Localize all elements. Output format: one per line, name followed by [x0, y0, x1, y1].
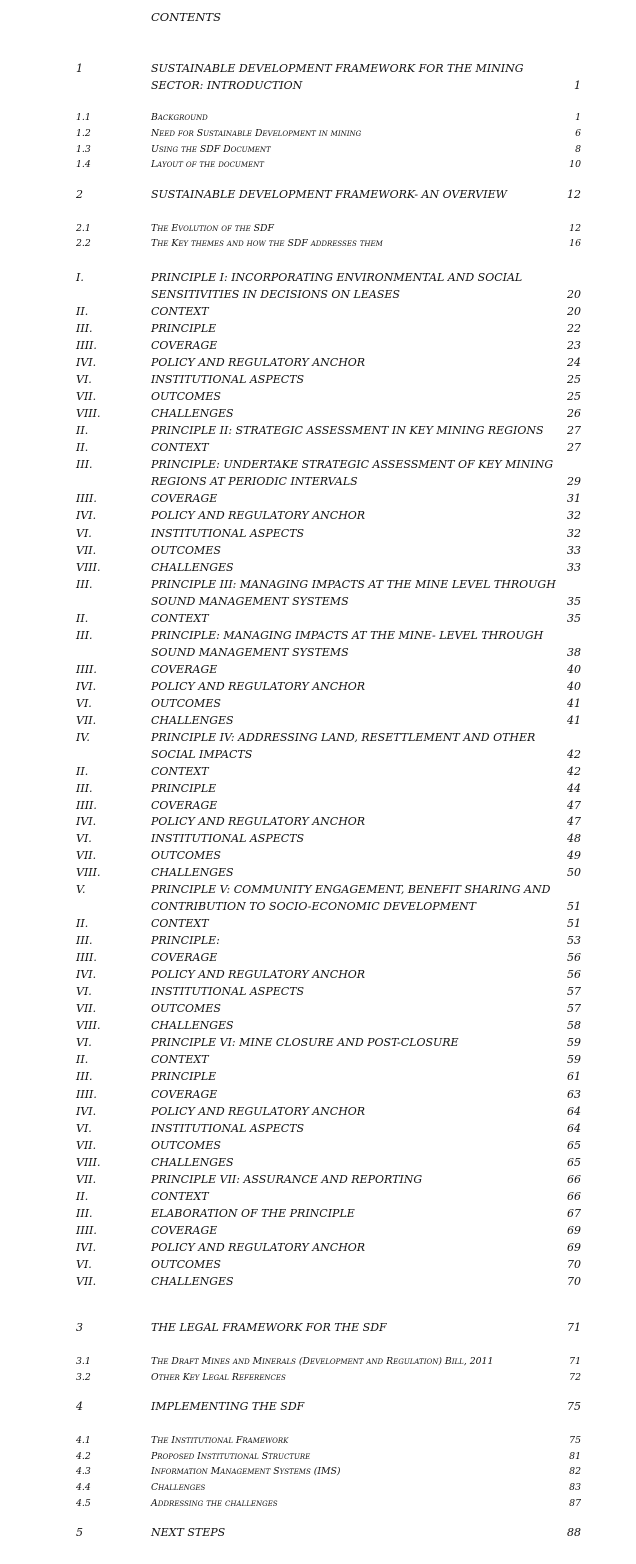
toc-entry-title-line: POLICY AND REGULATORY ANCHOR: [151, 356, 366, 369]
toc-entry-title: [151, 1017, 559, 1034]
toc-entry-title: [151, 1000, 559, 1017]
toc-entry-page-number: 23: [567, 339, 581, 352]
toc-entry-title-line: PRINCIPLE: MANAGING IMPACTS AT THE MINE- LEVEL THROUGH: [151, 629, 544, 642]
toc-entry-page-number: 87: [569, 1498, 581, 1509]
toc-entry-number: VII.: [76, 849, 97, 862]
toc-entry-number: III.: [76, 578, 93, 591]
toc-entry-page-number: 65: [567, 1139, 581, 1152]
toc-entry-number: 4.5: [76, 1498, 91, 1509]
toc-entry-page-number: 41: [567, 714, 581, 727]
toc-entry-number: IVI.: [76, 968, 97, 981]
toc-entry-title: [151, 1319, 559, 1336]
toc-entry-title-line: Need for Sustainable Development in mining: [151, 128, 362, 139]
toc-entry-number: VII.: [76, 1002, 97, 1015]
toc-entry-number: I.: [76, 271, 84, 284]
toc-entry-title-line: SOUND MANAGEMENT SYSTEMS: [151, 646, 349, 659]
toc-entry-title: [151, 1398, 559, 1415]
toc-entry-title: [151, 1188, 559, 1205]
toc-entry-number: VI.: [76, 527, 92, 540]
toc-entry-number: VI.: [76, 697, 92, 710]
toc-entry-title: [151, 422, 559, 439]
toc-entry-page-number: 53: [567, 934, 581, 947]
toc-entry-number: III.: [76, 934, 93, 947]
toc-entry-page-number: 59: [567, 1053, 581, 1066]
toc-entry-page-number: 16: [569, 238, 581, 249]
toc-entry-number: IIII.: [76, 951, 97, 964]
toc-entry-title: [151, 983, 559, 1000]
toc-entry-page-number: 35: [567, 612, 581, 625]
toc-entry-page-number: 10: [569, 159, 581, 170]
toc-entry-title: [151, 881, 559, 915]
toc-entry-title-line: CONTEXT: [151, 1190, 209, 1203]
toc-entry-number: 1.3: [76, 144, 91, 155]
toc-entry-number: VIII.: [76, 407, 101, 420]
toc-entry-page-number: 70: [567, 1258, 581, 1271]
toc-entry-page-number: 20: [567, 305, 581, 318]
toc-entry-title-line: COVERAGE: [151, 1088, 218, 1101]
toc-entry-page-number: 69: [567, 1224, 581, 1237]
toc-entry-page-number: 64: [567, 1122, 581, 1135]
toc-entry-number: VIII.: [76, 1156, 101, 1169]
toc-entry-page-number: 83: [569, 1482, 581, 1493]
toc-entry-title: [151, 157, 559, 173]
toc-entry-page-number: 58: [567, 1019, 581, 1032]
toc-entry-title: [151, 507, 559, 524]
toc-entry-page-number: 44: [567, 782, 581, 795]
toc-entry-title-line: INSTITUTIONAL ASPECTS: [151, 373, 305, 386]
toc-entry-page-number: 35: [567, 595, 581, 608]
toc-entry-number: VIII.: [76, 1019, 101, 1032]
toc-entry-page-number: 12: [567, 188, 581, 201]
toc-entry-page-number: 82: [569, 1466, 581, 1477]
toc-entry-title: [151, 627, 559, 661]
toc-entry-number: 3.2: [76, 1372, 91, 1383]
toc-entry-page-number: 75: [569, 1435, 581, 1446]
toc-entry-title: [151, 269, 559, 303]
toc-entry-page-number: 81: [569, 1451, 581, 1462]
toc-entry-number: III.: [76, 1070, 93, 1083]
toc-entry-title-line: POLICY AND REGULATORY ANCHOR: [151, 1241, 366, 1254]
toc-entry-title-line: PRINCIPLE: [151, 322, 217, 335]
toc-entry-page-number: 40: [567, 663, 581, 676]
toc-entry-page-number: 41: [567, 697, 581, 710]
toc-entry-title: [151, 542, 559, 559]
toc-entry-number: IVI.: [76, 815, 97, 828]
toc-entry-title: [151, 1239, 559, 1256]
toc-entry-title-line: PRINCIPLE: [151, 782, 217, 795]
toc-entry-title-line: The Key themes and how the SDF addresses them: [151, 238, 383, 249]
toc-entry-page-number: 67: [567, 1207, 581, 1220]
toc-entry-number: II.: [76, 305, 89, 318]
toc-entry-title: [151, 236, 559, 252]
toc-entry-number: II.: [76, 917, 89, 930]
toc-entry-number: 1.2: [76, 128, 91, 139]
toc-entry-title: [151, 126, 559, 142]
toc-entry-title: [151, 797, 559, 814]
toc-entry-page-number: 38: [567, 646, 581, 659]
toc-entry-title: [151, 142, 559, 158]
toc-entry-number: VI.: [76, 1258, 92, 1271]
toc-entry-number: IIII.: [76, 663, 97, 676]
toc-entry-title-line: The Evolution of the SDF: [151, 223, 274, 234]
toc-entry-title-line: CONTEXT: [151, 1053, 209, 1066]
toc-entry-title-line: SUSTAINABLE DEVELOPMENT FRAMEWORK- AN OVERVIEW: [151, 188, 507, 201]
toc-entry-number: 3.1: [76, 1356, 91, 1367]
toc-entry-number: IVI.: [76, 680, 97, 693]
toc-entry-title-line: POLICY AND REGULATORY ANCHOR: [151, 1105, 366, 1118]
toc-entry-title-line: REGIONS AT PERIODIC INTERVALS: [151, 475, 358, 488]
toc-entry-title: [151, 439, 559, 456]
toc-entry-title-line: Addressing the challenges: [151, 1498, 278, 1509]
toc-entry-title: [151, 915, 559, 932]
toc-entry-title: [151, 1171, 559, 1188]
toc-entry-page-number: 26: [567, 407, 581, 420]
toc-entry-title: [151, 320, 559, 337]
toc-entry-title: [151, 695, 559, 712]
toc-entry-title: [151, 1154, 559, 1171]
toc-entry-title: [151, 1433, 559, 1449]
toc-entry-page-number: 27: [567, 424, 581, 437]
toc-entry-title-line: CHALLENGES: [151, 1019, 234, 1032]
toc-entry-page-number: 64: [567, 1105, 581, 1118]
toc-entry-title-line: SOCIAL IMPACTS: [151, 748, 253, 761]
toc-entry-title: [151, 678, 559, 695]
toc-entry-title-line: COVERAGE: [151, 1224, 218, 1237]
toc-entry-page-number: 49: [567, 849, 581, 862]
toc-entry-title: [151, 661, 559, 678]
toc-entry-title-line: SENSITIVITIES IN DECISIONS ON LEASES: [151, 288, 400, 301]
toc-entry-title-line: THE LEGAL FRAMEWORK FOR THE SDF: [151, 1321, 387, 1334]
toc-entry-title: [151, 932, 559, 949]
toc-entry-title: [151, 1034, 559, 1051]
toc-entry-page-number: 66: [567, 1190, 581, 1203]
toc-entry-title: [151, 1256, 559, 1273]
toc-entry-title: [151, 1120, 559, 1137]
toc-entry-number: IV.: [76, 731, 90, 744]
toc-entry-title: [151, 60, 559, 94]
toc-entry-page-number: 42: [567, 765, 581, 778]
toc-entry-title-line: COVERAGE: [151, 663, 218, 676]
toc-entry-title: [151, 221, 559, 237]
toc-entry-number: VI.: [76, 373, 92, 386]
toc-entry-page-number: 24: [567, 356, 581, 369]
toc-entry-number: 2.2: [76, 238, 91, 249]
toc-entry-title-line: Other Key Legal References: [151, 1372, 286, 1383]
toc-entry-title: [151, 576, 559, 610]
toc-entry-page-number: 70: [567, 1275, 581, 1288]
toc-entry-title: [151, 780, 559, 797]
toc-entry-page-number: 40: [567, 680, 581, 693]
toc-entry-title-line: PRINCIPLE IV: ADDRESSING LAND, RESETTLEMENT AND OTHER: [151, 731, 536, 744]
toc-entry-title-line: OUTCOMES: [151, 390, 221, 403]
toc-entry-number: 5: [76, 1526, 83, 1539]
toc-entry-title-line: CHALLENGES: [151, 407, 234, 420]
toc-entry-page-number: 25: [567, 390, 581, 403]
toc-entry-title: [151, 712, 559, 729]
toc-entry-number: VII.: [76, 544, 97, 557]
toc-entry-title-line: OUTCOMES: [151, 697, 221, 710]
toc-entry-title-line: PRINCIPLE V: COMMUNITY ENGAGEMENT, BENEFIT SHARING AND: [151, 883, 551, 896]
toc-entry-title-line: OUTCOMES: [151, 1258, 221, 1271]
toc-entry-number: 4: [76, 1400, 83, 1413]
toc-entry-title: [151, 1273, 559, 1290]
toc-entry-number: III.: [76, 1207, 93, 1220]
toc-entry-title: [151, 1496, 559, 1512]
toc-entry-page-number: 1: [574, 79, 581, 92]
toc-entry-number: IVI.: [76, 509, 97, 522]
toc-entry-number: 4.4: [76, 1482, 91, 1493]
toc-entry-page-number: 31: [567, 492, 581, 505]
toc-entry-number: 1.1: [76, 112, 91, 123]
toc-entry-page-number: 66: [567, 1173, 581, 1186]
toc-entry-title-line: PRINCIPLE VII: ASSURANCE AND REPORTING: [151, 1173, 423, 1186]
toc-entry-page-number: 6: [575, 128, 581, 139]
toc-entry-title: [151, 813, 559, 830]
toc-entry-title: [151, 456, 559, 490]
toc-entry-title-line: Background: [151, 112, 208, 123]
toc-entry-page-number: 63: [567, 1088, 581, 1101]
toc-entry-title-line: CONTEXT: [151, 612, 209, 625]
toc-entry-number: IVI.: [76, 356, 97, 369]
toc-entry-title-line: CONTEXT: [151, 917, 209, 930]
toc-entry-number: 4.2: [76, 1451, 91, 1462]
toc-entry-number: 2: [76, 188, 83, 201]
toc-entry-title-line: IMPLEMENTING THE SDF: [151, 1400, 305, 1413]
toc-entry-number: 3: [76, 1321, 83, 1334]
toc-entry-page-number: 56: [567, 951, 581, 964]
toc-entry-title: [151, 559, 559, 576]
toc-entry-title: [151, 1103, 559, 1120]
toc-entry-title: [151, 729, 559, 763]
toc-entry-page-number: 32: [567, 527, 581, 540]
toc-entry-number: VII.: [76, 1275, 97, 1288]
toc-entry-title: [151, 354, 559, 371]
toc-entry-title-line: PRINCIPLE II: STRATEGIC ASSESSMENT IN KEY MINING REGIONS: [151, 424, 544, 437]
toc-entry-number: 4.1: [76, 1435, 91, 1446]
toc-entry-page-number: 71: [569, 1356, 581, 1367]
toc-entry-title-line: INSTITUTIONAL ASPECTS: [151, 527, 305, 540]
toc-entry-number: IIII.: [76, 1088, 97, 1101]
toc-entry-number: II.: [76, 765, 89, 778]
toc-entry-title-line: Proposed Institutional Structure: [151, 1451, 311, 1462]
toc-entry-title: [151, 610, 559, 627]
toc-entry-title: [151, 371, 559, 388]
toc-entry-page-number: 88: [567, 1526, 581, 1539]
toc-entry-title-line: COVERAGE: [151, 951, 218, 964]
toc-entry-title: [151, 388, 559, 405]
toc-entry-title-line: Layout of the document: [151, 159, 264, 170]
toc-entry-title: [151, 1205, 559, 1222]
toc-entry-number: III.: [76, 458, 93, 471]
toc-entry-title-line: NEXT STEPS: [151, 1526, 226, 1539]
toc-entry-title-line: CONTEXT: [151, 765, 209, 778]
toc-entry-page-number: 8: [575, 144, 581, 155]
toc-entry-title-line: PRINCIPLE I: INCORPORATING ENVIRONMENTAL AND SOCIAL: [151, 271, 523, 284]
toc-entry-page-number: 69: [567, 1241, 581, 1254]
toc-entry-page-number: 57: [567, 985, 581, 998]
toc-entry-page-number: 33: [567, 561, 581, 574]
toc-entry-title: [151, 830, 559, 847]
toc-entry-page-number: 50: [567, 866, 581, 879]
toc-entry-title-line: INSTITUTIONAL ASPECTS: [151, 832, 305, 845]
toc-entry-number: II.: [76, 1053, 89, 1066]
toc-entry-title: [151, 1051, 559, 1068]
toc-entry-number: II.: [76, 1190, 89, 1203]
toc-entry-title-line: POLICY AND REGULATORY ANCHOR: [151, 509, 366, 522]
toc-entry-title: [151, 1222, 559, 1239]
toc-entry-number: VI.: [76, 985, 92, 998]
toc-entry-title-line: INSTITUTIONAL ASPECTS: [151, 1122, 305, 1135]
toc-entry-number: 4.3: [76, 1466, 91, 1477]
toc-entry-number: II.: [76, 612, 89, 625]
toc-entry-title: [151, 949, 559, 966]
toc-entry-number: IIII.: [76, 339, 97, 352]
toc-entry-title-line: CONTRIBUTION TO SOCIO-ECONOMIC DEVELOPMENT: [151, 900, 476, 913]
toc-entry-page-number: 32: [567, 509, 581, 522]
toc-entry-title: [151, 1480, 559, 1496]
toc-entry-title-line: PRINCIPLE:: [151, 934, 220, 947]
toc-entry-page-number: 27: [567, 441, 581, 454]
toc-entry-title-line: CONTEXT: [151, 441, 209, 454]
toc-entry-title-line: OUTCOMES: [151, 1139, 221, 1152]
toc-entry-page-number: 65: [567, 1156, 581, 1169]
toc-entry-page-number: 22: [567, 322, 581, 335]
toc-entry-page-number: 12: [569, 223, 581, 234]
toc-entry-number: II.: [76, 441, 89, 454]
toc-entry-title-line: CHALLENGES: [151, 561, 234, 574]
toc-entry-title-line: POLICY AND REGULATORY ANCHOR: [151, 680, 366, 693]
toc-entry-page-number: 1: [575, 112, 581, 123]
toc-entry-number: VIII.: [76, 561, 101, 574]
toc-entry-title: [151, 1137, 559, 1154]
toc-entry-page-number: 72: [569, 1372, 581, 1383]
toc-entry-title: [151, 763, 559, 780]
toc-entry-page-number: 20: [567, 288, 581, 301]
toc-entry-title-line: OUTCOMES: [151, 849, 221, 862]
toc-entry-title: [151, 405, 559, 422]
toc-entry-title-line: Challenges: [151, 1482, 206, 1493]
toc-entry-page-number: 75: [567, 1400, 581, 1413]
toc-entry-title-line: COVERAGE: [151, 339, 218, 352]
toc-entry-title: [151, 1524, 559, 1541]
toc-entry-number: III.: [76, 629, 93, 642]
toc-entry-page-number: 57: [567, 1002, 581, 1015]
toc-entry-title-line: INSTITUTIONAL ASPECTS: [151, 985, 305, 998]
toc-entry-title-line: PRINCIPLE VI: MINE CLOSURE AND POST-CLOSURE: [151, 1036, 459, 1049]
toc-entry-title-line: CHALLENGES: [151, 866, 234, 879]
toc-entry-title: [151, 864, 559, 881]
toc-entry-title-line: POLICY AND REGULATORY ANCHOR: [151, 968, 366, 981]
toc-entry-title-line: Using the SDF Document: [151, 144, 271, 155]
toc-entry-title: [151, 1449, 559, 1465]
toc-entry-page-number: 42: [567, 748, 581, 761]
toc-entry-number: 2.1: [76, 223, 91, 234]
toc-entry-title: [151, 1068, 559, 1085]
toc-entry-number: III.: [76, 322, 93, 335]
toc-entry-title-line: COVERAGE: [151, 799, 218, 812]
toc-entry-number: II.: [76, 424, 89, 437]
toc-entry-number: III.: [76, 782, 93, 795]
toc-entry-page-number: 59: [567, 1036, 581, 1049]
toc-entry-title-line: The Draft Mines and Minerals (Development and Regulation) Bill, 2011: [151, 1356, 494, 1367]
toc-entry-title: [151, 847, 559, 864]
toc-entry-number: VII.: [76, 390, 97, 403]
toc-entry-title: [151, 303, 559, 320]
toc-entry-title: [151, 1370, 559, 1386]
toc-entry-title-line: CHALLENGES: [151, 1275, 234, 1288]
toc-entry-title-line: OUTCOMES: [151, 1002, 221, 1015]
toc-entry-number: VII.: [76, 714, 97, 727]
toc-entry-title: [151, 1354, 559, 1370]
toc-entry-title-line: CHALLENGES: [151, 714, 234, 727]
toc-entry-title: [151, 1464, 559, 1480]
toc-entry-number: VI.: [76, 832, 92, 845]
contents-heading: CONTENTS: [151, 10, 221, 24]
toc-entry-title-line: CONTEXT: [151, 305, 209, 318]
toc-entry-title: [151, 525, 559, 542]
toc-entry-number: 1.4: [76, 159, 91, 170]
toc-entry-number: VI.: [76, 1036, 92, 1049]
toc-entry-title-line: CHALLENGES: [151, 1156, 234, 1169]
toc-entry-page-number: 47: [567, 799, 581, 812]
toc-entry-title-line: POLICY AND REGULATORY ANCHOR: [151, 815, 366, 828]
toc-entry-number: VII.: [76, 1173, 97, 1186]
toc-entry-number: IVI.: [76, 1241, 97, 1254]
toc-entry-number: IVI.: [76, 1105, 97, 1118]
toc-entry-title: [151, 490, 559, 507]
toc-entry-number: VIII.: [76, 866, 101, 879]
toc-entry-title-line: SUSTAINABLE DEVELOPMENT FRAMEWORK FOR THE MINING: [151, 62, 524, 75]
toc-entry-title-line: SOUND MANAGEMENT SYSTEMS: [151, 595, 349, 608]
toc-entry-number: IIII.: [76, 1224, 97, 1237]
toc-entry-page-number: 61: [567, 1070, 581, 1083]
toc-entry-number: V.: [76, 883, 86, 896]
toc-entry-number: VI.: [76, 1122, 92, 1135]
toc-entry-number: IIII.: [76, 492, 97, 505]
toc-entry-page-number: 25: [567, 373, 581, 386]
toc-entry-page-number: 51: [567, 917, 581, 930]
toc-entry-title: [151, 186, 559, 203]
toc-entry-number: IIII.: [76, 799, 97, 812]
toc-entry-page-number: 51: [567, 900, 581, 913]
toc-entry-title-line: PRINCIPLE: UNDERTAKE STRATEGIC ASSESSMENT OF KEY MINING: [151, 458, 554, 471]
toc-entry-title: [151, 1086, 559, 1103]
toc-entry-title-line: The Institutional Framework: [151, 1435, 289, 1446]
toc-entry-number: VII.: [76, 1139, 97, 1152]
toc-entry-title-line: Information Management Systems (IMS): [151, 1466, 341, 1477]
toc-entry-title: [151, 337, 559, 354]
toc-entry-page-number: 48: [567, 832, 581, 845]
toc-entry-page-number: 47: [567, 815, 581, 828]
toc-entry-title-line: COVERAGE: [151, 492, 218, 505]
toc-entry-page-number: 33: [567, 544, 581, 557]
toc-entry-title-line: PRINCIPLE III: MANAGING IMPACTS AT THE MINE LEVEL THROUGH: [151, 578, 556, 591]
toc-entry-number: 1: [76, 62, 83, 75]
toc-entry-title-line: PRINCIPLE: [151, 1070, 217, 1083]
toc-entry-title: [151, 110, 559, 126]
toc-entry-title-line: SECTOR: INTRODUCTION: [151, 79, 303, 92]
toc-entry-title-line: OUTCOMES: [151, 544, 221, 557]
toc-entry-title: [151, 966, 559, 983]
toc-entry-page-number: 71: [567, 1321, 581, 1334]
toc-entry-page-number: 29: [567, 475, 581, 488]
toc-entry-page-number: 56: [567, 968, 581, 981]
toc-entry-title-line: ELABORATION OF THE PRINCIPLE: [151, 1207, 355, 1220]
